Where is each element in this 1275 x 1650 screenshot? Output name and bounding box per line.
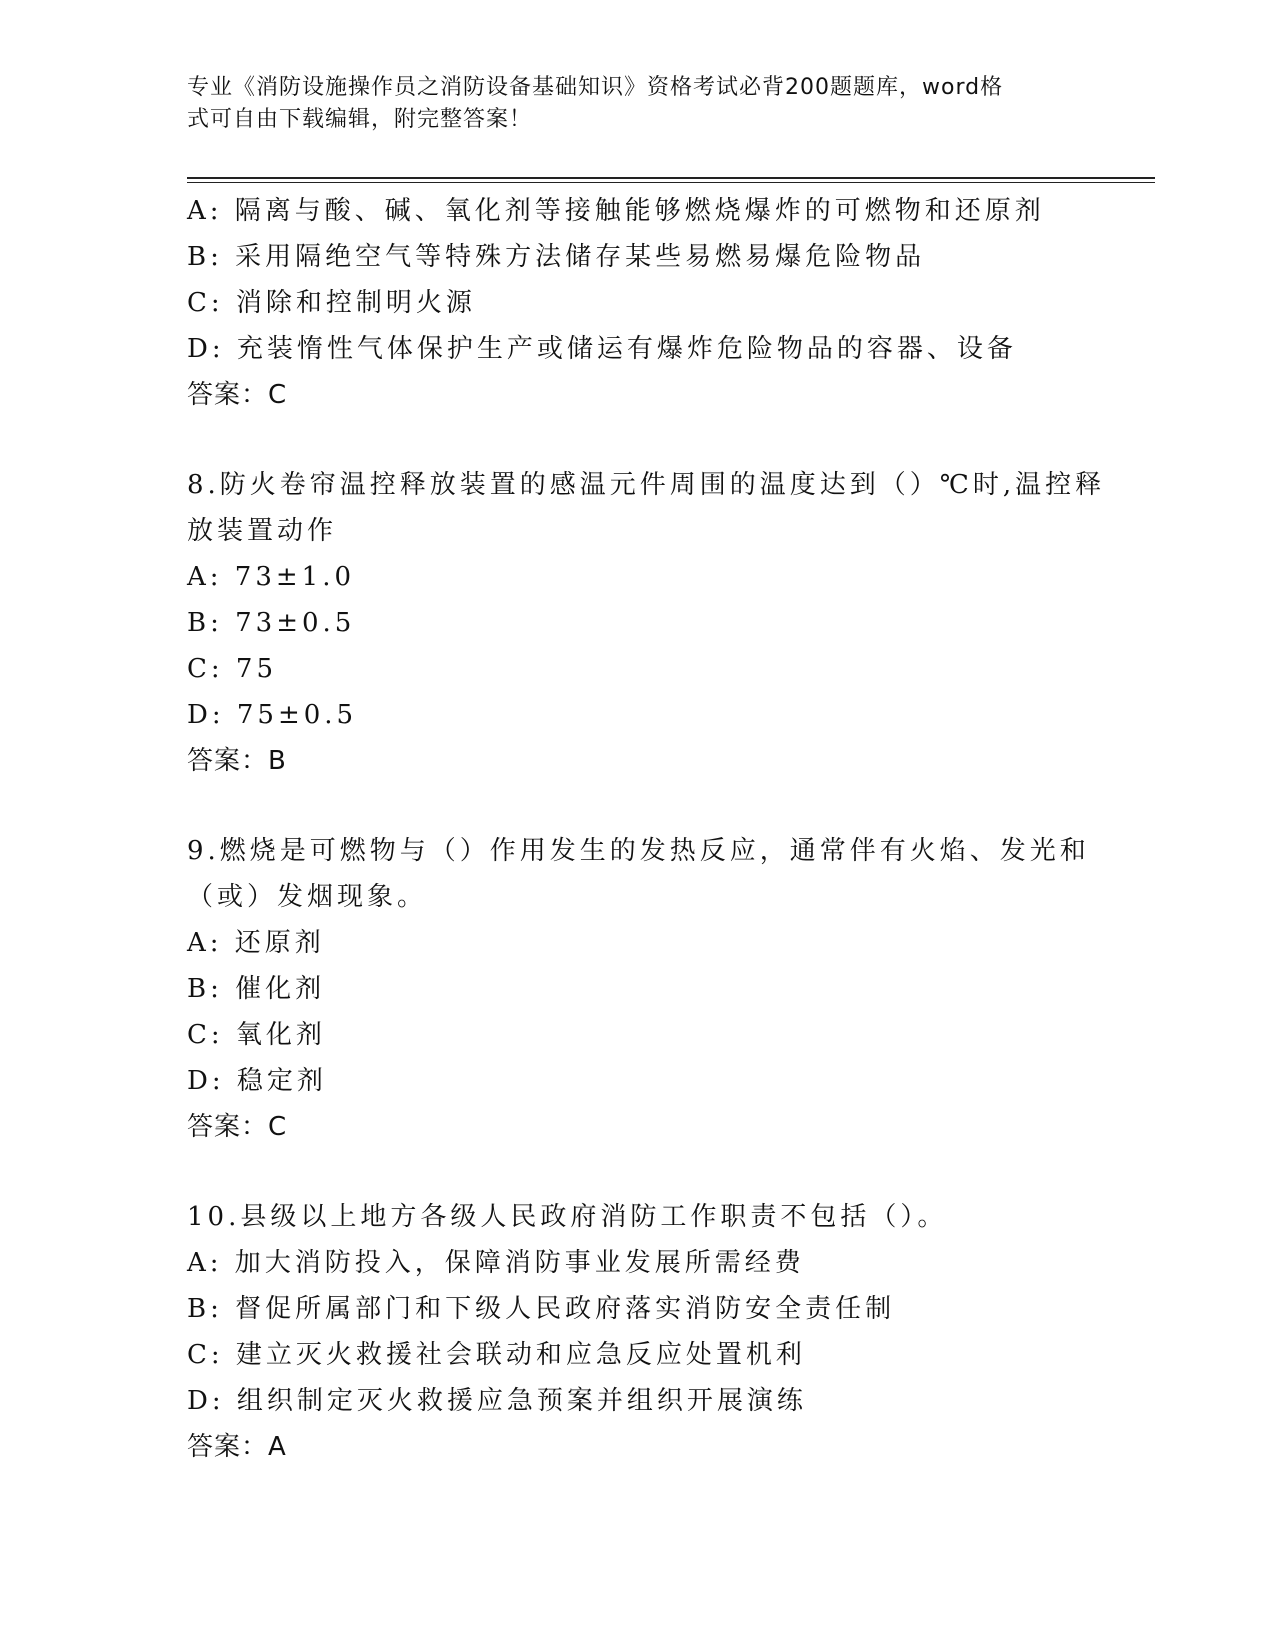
option-a: A: 隔离与酸、碱、氧化剂等接触能够燃烧爆炸的可燃物和还原剂 [187,196,1045,226]
option-a: A: 还原剂 [187,928,325,958]
option-b: B: 督促所属部门和下级人民政府落实消防安全责任制 [187,1294,896,1324]
question-8-block [187,462,1107,784]
question-7-block [187,188,1107,418]
option-b: B: 73±0.5 [187,608,356,638]
option-d: D: 75±0.5 [187,700,358,730]
option-b: B: 催化剂 [187,974,326,1004]
question-10-block [187,1194,1107,1470]
option-c: C: 氧化剂 [187,1020,326,1050]
question-text-line-1: 10.县级以上地方各级人民政府消防工作职责不包括（）。 [187,1202,948,1232]
option-a: A: 73±1.0 [187,562,356,592]
header-divider-thick [187,177,1155,179]
answer: 答案：B [187,746,287,776]
option-c: C: 建立灭火救援社会联动和应急反应处置机利 [187,1340,806,1370]
option-d: D: 充装惰性气体保护生产或储运有爆炸危险物品的容器、设备 [187,334,1017,364]
header-line-1: 专业《消防设施操作员之消防设备基础知识》资格考试必背200题题库，word格 [187,75,1004,100]
answer: 答案：C [187,380,288,410]
option-d: D: 稳定剂 [187,1066,327,1096]
option-a: A: 加大消防投入，保障消防事业发展所需经费 [187,1248,805,1278]
answer: 答案：A [187,1432,287,1462]
document-header [187,72,1087,136]
header-divider-thin [187,182,1155,183]
option-c: C: 75 [187,654,278,684]
question-9-block [187,828,1107,1150]
question-text-line-2: 放装置动作 [187,516,338,546]
option-b: B: 采用隔绝空气等特殊方法储存某些易燃易爆危险物品 [187,242,926,272]
question-text-line-2: （或）发烟现象。 [187,882,428,912]
answer: 答案：C [187,1112,288,1142]
option-d: D: 组织制定灭火救援应急预案并组织开展演练 [187,1386,807,1416]
header-line-2: 式可自由下载编辑，附完整答案！ [187,107,533,132]
option-c: C: 消除和控制明火源 [187,288,476,318]
question-list [187,188,1107,1470]
question-text-line-1: 8.防火卷帘温控释放装置的感温元件周围的温度达到（）℃时,温控释 [187,470,1106,500]
question-text-line-1: 9.燃烧是可燃物与（）作用发生的发热反应，通常伴有火焰、发光和 [187,836,1090,866]
